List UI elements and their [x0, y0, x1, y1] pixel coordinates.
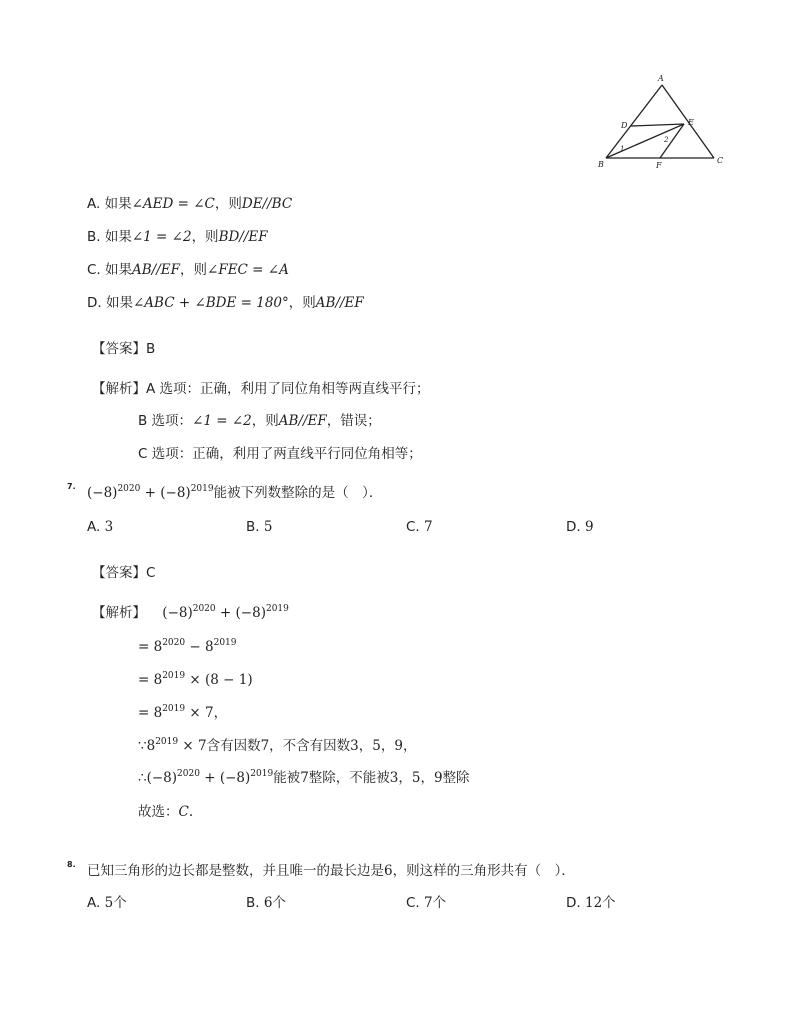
q6-option-b: B. 如果∠1 = ∠2，则BD//EF [87, 229, 268, 245]
q8-option-d: D. 12个 [566, 895, 616, 911]
q7-option-a: A. 3 [87, 519, 114, 535]
q6-analysis-line3: C 选项：正确，利用了两直线平行同位角相等； [138, 446, 422, 462]
q7-analysis-step4: = $8^{2019} \times 7$， [138, 704, 228, 721]
q7-analysis-step7: 故选：C. [138, 804, 194, 820]
q7-number: 7. [67, 482, 76, 491]
q8-number: 8. [67, 860, 76, 869]
q6-option-c: C. 如果AB//EF，则∠FEC = ∠A [87, 262, 289, 278]
triangle-figure [594, 72, 734, 172]
q6-analysis-line1: 【解析】A 选项：正确，利用了同位角相等两直线平行； [92, 381, 430, 397]
q7-analysis-step6: $\therefore(-8)^{2020} + (-8)^{2019}$能被7整除，不能被3，5，9整除 [138, 769, 470, 786]
label-c: C [717, 156, 724, 165]
label-d: D [621, 121, 628, 130]
q8-option-a: A. 5个 [87, 895, 127, 911]
q7-option-c: C. 7 [406, 519, 433, 535]
label-angle-1: 1 [620, 145, 625, 153]
label-e: E [688, 118, 694, 127]
q8-option-c: C. 7个 [406, 895, 447, 911]
q6-analysis-line2: B 选项：∠1 = ∠2，则AB//EF，错误； [138, 413, 381, 429]
label-a: A [658, 74, 664, 83]
segment-de [631, 124, 684, 126]
label-f: F [656, 161, 662, 170]
q6-option-d: D. 如果∠ABC + ∠BDE = 180°，则AB//EF [87, 295, 364, 311]
q7-analysis-step5: $\because 8^{2019} \times 7$含有因数7，不含有因数3，5，9， [138, 737, 417, 754]
label-angle-2: 2 [664, 136, 669, 144]
q7-analysis-step2: = $8^{2020} - 8^{2019}$ [138, 638, 237, 655]
label-b: B [598, 160, 604, 169]
side-ab [606, 85, 662, 158]
q6-answer: 【答案】B [92, 341, 156, 357]
q6-option-a: A. 如果∠AED = ∠C，则DE//BC [87, 196, 293, 212]
q7-option-b: B. 5 [246, 519, 273, 535]
q7-analysis-step1: 【解析】 $(-8)^{2020} + (-8)^{2019}$ [92, 604, 289, 621]
q7-option-d: D. 9 [566, 519, 594, 535]
q7-answer: 【答案】C [92, 565, 156, 581]
q7-stem: $(-8)^{2020} + (-8)^{2019}$能被下列数整除的是（ ）． [87, 484, 383, 501]
q8-stem: 已知三角形的边长都是整数，并且唯一的最长边是6，则这样的三角形共有（ ）． [87, 863, 575, 879]
q7-analysis-step3: = $8^{2019} \times (8 - 1)$ [138, 671, 253, 688]
q8-option-b: B. 6个 [246, 895, 286, 911]
